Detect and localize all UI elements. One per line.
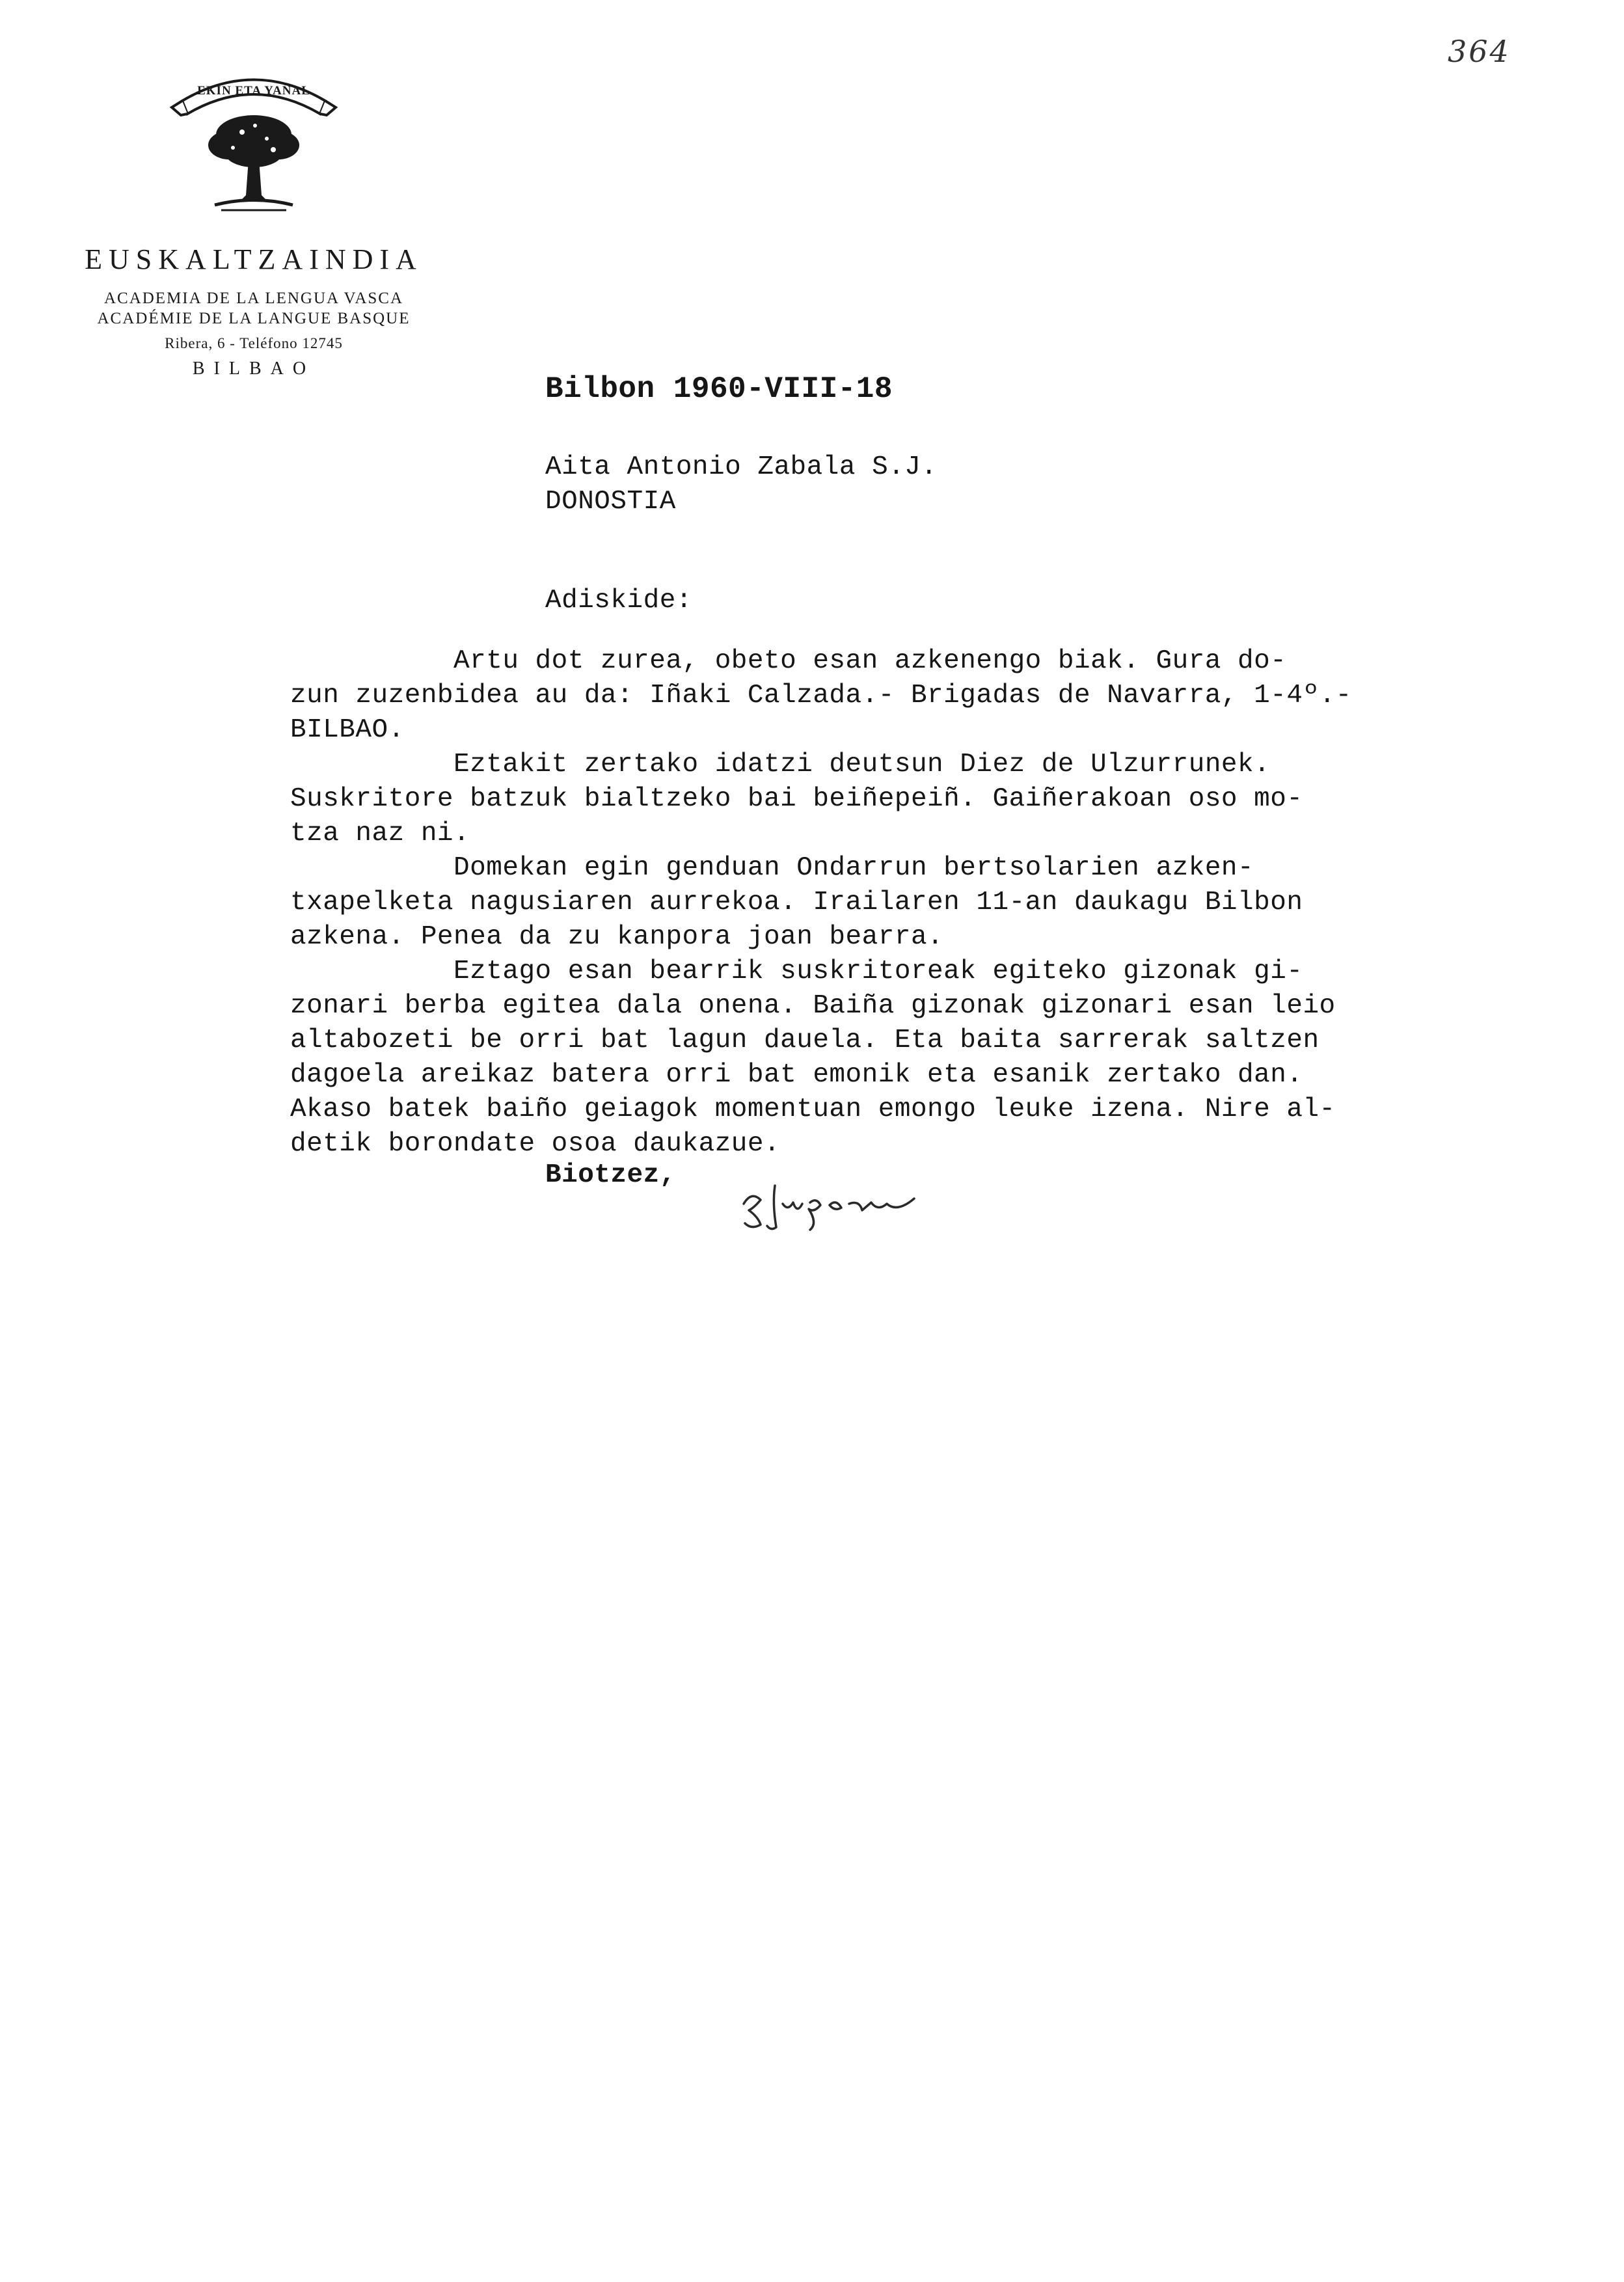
body-line: zun zuzenbidea au da: Iñaki Calzada.- Brigadas de Navarra, 1-4º.-	[290, 681, 1352, 711]
greeting: Adiskide:	[545, 586, 692, 616]
body-line: Eztakit zertako idatzi deutsun Diez de Ulzurrunek.	[290, 750, 1271, 780]
archive-number: 364	[1448, 34, 1511, 69]
body-line: dagoela areikaz batera orri bat emonik eta esanik zertako dan.	[290, 1060, 1303, 1090]
academy-address: Ribera, 6 - Teléfono 12745	[165, 335, 343, 351]
addressee-block	[545, 450, 938, 519]
body-line: Akaso batek baiño geiagok momentuan emongo leuke izena. Nire al-	[290, 1094, 1336, 1124]
handwritten-signature	[732, 1171, 927, 1233]
letterhead	[59, 62, 449, 379]
body-line: BILBAO.	[290, 715, 405, 745]
body-line: Eztago esan bearrik suskritoreak egiteko gizonak gi-	[290, 957, 1303, 986]
letter-body	[290, 644, 1585, 1161]
academy-city: BILBAO	[192, 359, 316, 379]
body-line: Suskritore batzuk bialtzeko bai beiñepeiñ. Gaiñerakoan oso mo-	[290, 784, 1303, 814]
motto-text: EKIN ETA YAÑAL	[197, 84, 310, 98]
body-line: Artu dot zurea, obeto esan azkenengo biak. Gura do-	[290, 646, 1287, 676]
body-paragraph-1	[290, 644, 1585, 748]
oak-tree-emblem	[169, 62, 338, 218]
body-line: txapelketa nagusiaren aurrekoa. Irailaren 11-an daukagu Bilbon	[290, 888, 1303, 917]
letter-date: Bilbon 1960-VIII-18	[545, 372, 893, 406]
body-line: altabozeti be orri bat lagun dauela. Eta baita sarrerak saltzen	[290, 1026, 1320, 1055]
addressee-city: DONOSTIA	[545, 487, 676, 517]
addressee-name: Aita Antonio Zabala S.J.	[545, 452, 938, 482]
closing: Biotzez,	[545, 1160, 676, 1190]
body-line: Domekan egin genduan Ondarrun bertsolarien azken-	[290, 853, 1254, 883]
body-line: detik borondate osoa daukazue.	[290, 1129, 781, 1159]
academy-name: EUSKALTZAINDIA	[85, 243, 423, 275]
body-paragraph-2	[290, 748, 1585, 851]
body-paragraph-4	[290, 955, 1585, 1161]
academy-name-spanish: ACADEMIA DE LA LENGUA VASCA	[103, 290, 404, 307]
academy-name-french: ACADÉMIE DE LA LANGUE BASQUE	[97, 310, 411, 327]
body-line: zonari berba egitea dala onena. Baiña gizonak gizonari esan leio	[290, 991, 1336, 1021]
body-line: azkena. Penea da zu kanpora joan bearra.	[290, 922, 944, 952]
body-paragraph-3	[290, 851, 1585, 955]
body-line: tza naz ni.	[290, 819, 470, 849]
